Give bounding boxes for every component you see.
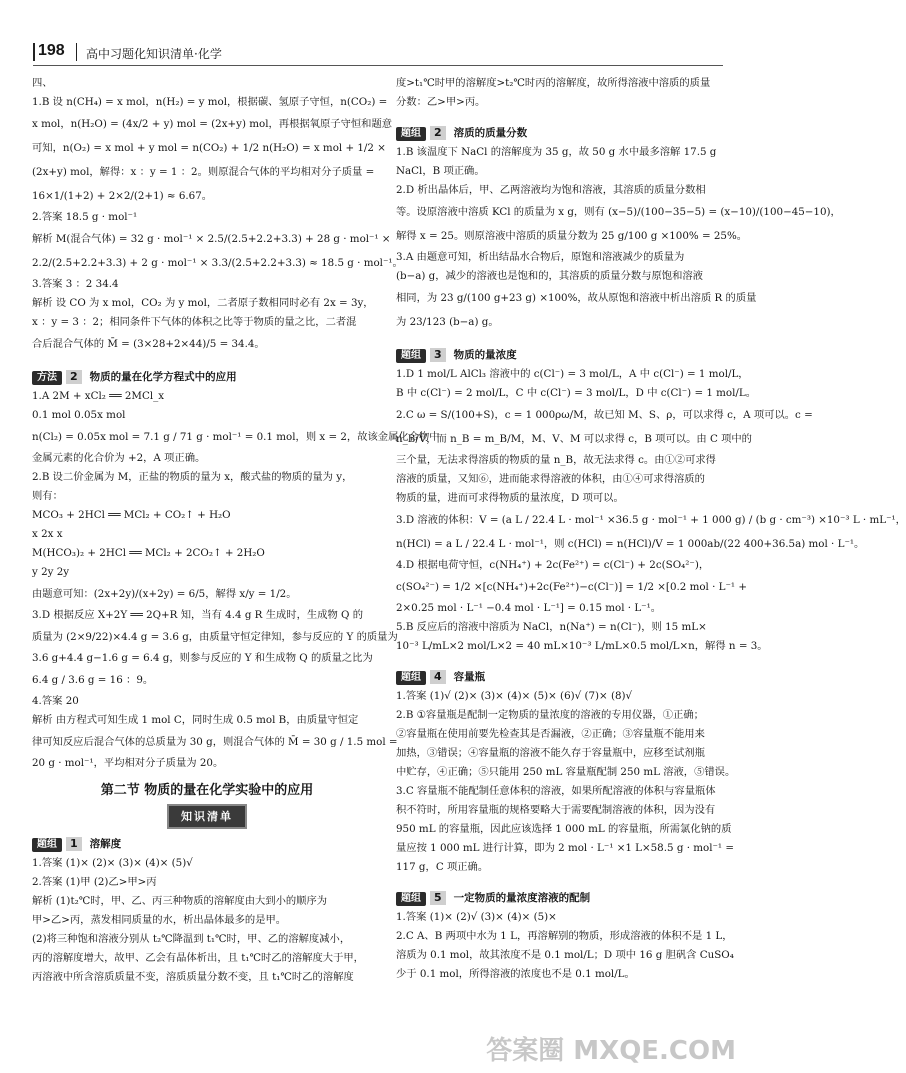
text-line: 由题意可知：(2x+2y)/(x+2y) = 6/5，解得 x/y = 1/2。 <box>32 588 297 600</box>
spacer <box>396 877 732 889</box>
text-line: x ：y = 3 ：2；相同条件下气体的体积之比等于物质的量之比，二者混 <box>32 316 357 328</box>
group-heading <box>396 346 732 365</box>
text-line: 溶质为 0.1 mol，故其浓度不是 0.1 mol/L；D 项中 16 g 胆矾含 CuSO₄ <box>396 949 734 961</box>
text-line: 16×1/(1+2) + 2×2/(2+1) ≈ 6.67。 <box>32 190 213 202</box>
text-line: 为 23/123 (b−a) g。 <box>396 316 499 328</box>
header-rule <box>33 65 723 66</box>
text-line: 解析 M(混合气体) = 32 g · mol⁻¹ × 2.5/(2.5+2.2+3.3) + 28 g · mol⁻¹ × <box>32 233 391 245</box>
header-divider <box>76 43 77 61</box>
text-line: 2.D 析出晶体后，甲、乙两溶液均为饱和溶液，其溶质的质量分数相 <box>396 184 706 196</box>
text-line: 6.4 g / 3.6 g = 16 ：9。 <box>32 674 154 686</box>
watermark-logo: 答案圈 MXQE.COM <box>486 1036 736 1066</box>
group-number: 4 <box>430 670 446 684</box>
text-line: 1.答案 (1)× (2)√ (3)× (4)× (5)× <box>396 911 557 923</box>
text-line: 2.答案 (1)甲 (2)乙>甲>丙 <box>32 876 157 888</box>
text-line: 1.答案 (1)√ (2)× (3)× (4)× (5)× (6)√ (7)× (8)√ <box>396 690 633 702</box>
text-line: M(HCO₃)₂ + 2HCl ══ MCl₂ + 2CO₂↑ + 2H₂O <box>32 547 265 559</box>
text-line: (2x+y) mol，解得：x ：y = 1 ：2。则原混合气体的平均相对分子质量 = <box>32 166 375 178</box>
group-title: 容量瓶 <box>453 671 486 683</box>
text-line: 中贮存，④正确；⑤只能用 250 mL 容量瓶配制 250 mL 溶液，⑤错误。 <box>396 766 736 778</box>
text-line: 950 mL 的容量瓶，因此应该选择 1 000 mL 的容量瓶，所需氯化钠的质 <box>396 823 732 835</box>
group-title: 物质的量浓度 <box>453 349 517 361</box>
text-line: 度>t₁℃时甲的溶解度>t₂℃时丙的溶解度，故所得溶液中溶质的质量 <box>396 77 711 89</box>
text-line: x 2x x <box>32 528 63 540</box>
group-number: 3 <box>430 348 446 362</box>
group-heading <box>32 835 382 854</box>
group-label: 题组 <box>396 127 426 141</box>
text-line: (2)将三种饱和溶液分别从 t₂℃降温到 t₁℃时，甲、乙的溶解度减小， <box>32 933 351 945</box>
text-line: 3.答案 3 ：2 34.4 <box>32 278 119 290</box>
text-line: 解析 设 CO 为 x mol，CO₂ 为 y mol，二者原子数相同时必有 2x = 3y， <box>32 297 374 309</box>
text-line: 4.D 根据电荷守恒，c(NH₄⁺) + 2c(Fe²⁺) = c(Cl⁻) + 2c(SO₄²⁻)， <box>396 559 710 571</box>
group-title: 溶质的质量分数 <box>453 127 528 139</box>
group-heading <box>396 124 732 143</box>
text-line: n(HCl) = a L / 22.4 L · mol⁻¹，则 c(HCl) = n(HCl)/V = 1 000ab/(22 400+36.5a) mol · L⁻¹。 <box>396 538 865 550</box>
text-line: 1.答案 (1)× (2)× (3)× (4)× (5)√ <box>32 857 193 869</box>
spacer <box>396 656 732 668</box>
text-line: 5.B 反应后的溶液中溶质为 NaCl，n(Na⁺) = n(Cl⁻)，则 15 mL× <box>396 621 707 633</box>
text-line: 1.B 该温度下 NaCl 的溶解度为 35 g，故 50 g 水中最多溶解 17.5 g <box>396 146 717 158</box>
right-column <box>396 74 906 984</box>
text-line: 甲>乙>丙，蒸发相同质量的水，析出晶体最多的是甲。 <box>32 914 287 926</box>
text-line: 20 g · mol⁻¹，平均相对分子质量为 20。 <box>32 757 224 769</box>
group-number: 5 <box>430 891 446 905</box>
knowledge-badge: 知识清单 <box>167 804 247 829</box>
text-line: 可知，n(O₂) = x mol + y mol = n(CO₂) + 1/2 n(H₂O) = x mol + 1/2 × <box>32 142 386 154</box>
method-number: 2 <box>66 370 82 384</box>
method-label: 方法 <box>32 371 62 385</box>
text-line: 2.B 设二价金属为 M，正盐的物质的量为 x，酸式盐的物质的量为 y， <box>32 471 353 483</box>
text-line: (b−a) g，减少的溶液也是饱和的，其溶质的质量分数与原饱和溶液 <box>396 270 703 282</box>
text-line: 10⁻³ L/mL×2 mol/L×2 = 40 mL×10⁻³ L/mL×0.5 mol/L×n，解得 n = 3。 <box>396 640 768 652</box>
text-line: 溶液的质量，又知⑥，进而能求得溶液的体积，由①④可求得溶质的 <box>396 473 705 485</box>
text-line: 3.A 由题意可知，析出结晶水合物后，原饱和溶液减少的质量为 <box>396 251 685 263</box>
text-line: ②容量瓶在使用前要先检查其是否漏液，②正确；③容量瓶不能用来 <box>396 728 705 740</box>
text-line: 加热，③错误；④容量瓶的溶液不能久存于容量瓶中，应移至试剂瓶 <box>396 747 705 759</box>
group-title: 一定物质的量浓度溶液的配制 <box>453 892 591 904</box>
group-label: 题组 <box>396 349 426 363</box>
text-line: 解得 x = 25。则原溶液中溶质的质量分数为 25 g/100 g ×100% = 25%。 <box>396 230 748 242</box>
group-heading <box>396 889 732 908</box>
page-number: 198 <box>38 42 65 59</box>
text-line: 四、 <box>32 77 53 89</box>
text-line: n_B/V，而 n_B = m_B/M，M、V、M 可以求得 c，B 项可以。由 C 项中的 <box>396 433 752 445</box>
text-line: 2.2/(2.5+2.2+3.3) + 2 g · mol⁻¹ × 3.3/(2.5+2.2+3.3) ≈ 18.5 g · mol⁻¹。 <box>32 257 403 269</box>
spacer <box>396 334 732 346</box>
text-line: MCO₃ + 2HCl ══ MCl₂ + CO₂↑ + H₂O <box>32 509 231 521</box>
text-line: 解析 由方程式可知生成 1 mol C，同时生成 0.5 mol B，由质量守恒定 <box>32 714 359 726</box>
text-line: B 中 c(Cl⁻) = 2 mol/L，C 中 c(Cl⁻) = 3 mol/L，D 中 c(Cl⁻) = 1 mol/L。 <box>396 387 757 399</box>
text-line: 分数：乙>甲>丙。 <box>396 96 486 108</box>
text-line: 1.B 设 n(CH₄) = x mol，n(H₂) = y mol，根据碳、氢原子守恒，n(CO₂) = <box>32 96 388 108</box>
text-line: 质量为 (2×9/22)×4.4 g = 3.6 g，由质量守恒定律知，参与反应的 Y 的质量为 <box>32 631 398 643</box>
method-heading <box>32 368 382 387</box>
text-line: 丙溶液中所含溶质质量不变，溶质质量分数不变，且 t₁℃时乙的溶解度 <box>32 971 354 983</box>
spacer <box>396 112 732 124</box>
text-line: 0.1 mol 0.05x mol <box>32 409 126 421</box>
text-line: y 2y 2y <box>32 566 70 578</box>
group-label: 题组 <box>32 838 62 852</box>
text-line: 2.C A、B 两项中水为 1 L，再溶解别的物质，形成溶液的体积不是 1 L， <box>396 930 733 942</box>
group-label: 题组 <box>396 671 426 685</box>
text-line: 2.C ω = S/(100+S)，c = 1 000ρω/M，故已知 M、S、ρ，可以求得 c，A 项可以。c = <box>396 409 813 421</box>
group-number: 2 <box>430 126 446 140</box>
chapter-title: 第二节 物质的量在化学实验中的应用 <box>100 783 314 798</box>
knowledge-badge-wrap <box>32 804 382 829</box>
text-line: 3.D 溶液的体积：V = (a L / 22.4 L · mol⁻¹ ×36.5 g · mol⁻¹ + 1 000 g) / (b g · cm⁻³) ×10⁻³ L · mL⁻¹， <box>396 514 906 526</box>
text-line: 量应按 1 000 mL 进行计算，即为 2 mol · L⁻¹ ×1 L×58.5 g · mol⁻¹ = <box>396 842 734 854</box>
text-line: 物质的量，进而可求得物质的量浓度，D 项可以。 <box>396 492 624 504</box>
text-line: 律可知反应后混合气体的总质量为 30 g，则混合气体的 M̄ = 30 g / 1.5 mol = <box>32 736 398 748</box>
group-label: 题组 <box>396 892 426 906</box>
text-line: 则有： <box>32 490 63 502</box>
text-line: c(SO₄²⁻) = 1/2 ×[c(NH₄⁺)+2c(Fe²⁺)−c(Cl⁻)] = 1/2 ×[0.2 mol · L⁻¹ + <box>396 581 747 593</box>
left-column <box>32 74 440 987</box>
text-line: 3.6 g+4.4 g−1.6 g = 6.4 g，则参与反应的 Y 和生成物 Q 的质量之比为 <box>32 652 373 664</box>
text-line: 解析 (1)t₂℃时，甲、乙、丙三种物质的溶解度由大到小的顺序为 <box>32 895 328 907</box>
text-line: 三个量，无法求得溶质的物质的量 n_B，故无法求得 c。由①②可求得 <box>396 454 716 466</box>
page-header <box>0 0 750 70</box>
text-line: 2×0.25 mol · L⁻¹ −0.4 mol · L⁻¹] = 0.15 mol · L⁻¹。 <box>396 602 662 614</box>
group-heading <box>396 668 732 687</box>
text-line: 1.A 2M + xCl₂ ══ 2MCl_x <box>32 390 165 402</box>
group-title: 溶解度 <box>89 838 122 850</box>
text-line: 积不符时，所用容量瓶的规格要略大于需要配制溶液的体积，因为没有 <box>396 804 716 816</box>
text-line: 117 g，C 项正确。 <box>396 861 489 873</box>
text-line: 2.B ①容量瓶是配制一定物质的量浓度的溶液的专用仪器，①正确； <box>396 709 704 721</box>
spacer <box>32 356 382 368</box>
group-number: 1 <box>66 837 82 851</box>
text-line: n(Cl₂) = 0.05x mol = 7.1 g / 71 g · mol⁻¹ = 0.1 mol，则 x = 2，故该金属化合物中 <box>32 431 440 443</box>
text-line: 丙的溶解度增大，故甲、乙会有晶体析出，且 t₁℃时乙的溶解度大于甲， <box>32 952 364 964</box>
text-line: x mol，n(H₂O) = (4x/2 + y) mol = (2x+y) mol，再根据氧原子守恒和题意 <box>32 118 393 130</box>
text-line: 4.答案 20 <box>32 695 79 707</box>
text-line: 2.答案 18.5 g · mol⁻¹ <box>32 211 138 223</box>
book-title: 高中习题化知识清单·化学 <box>86 47 222 61</box>
text-line: 等。设原溶液中溶质 KCl 的质量为 x g，则有 (x−5)/(100−35−5) = (x−10)/(100−45−10)， <box>396 206 841 218</box>
text-line: NaCl，B 项正确。 <box>396 165 485 177</box>
method-title: 物质的量在化学方程式中的应用 <box>89 371 237 383</box>
text-line: 合后混合气体的 M̄ = (3×28+2×44)/5 = 34.4。 <box>32 338 265 350</box>
text-line: 1.D 1 mol/L AlCl₃ 溶液中的 c(Cl⁻) = 3 mol/L，A 中 c(Cl⁻) = 1 mol/L， <box>396 368 749 380</box>
text-line: 3.D 根据反应 X+2Y ══ 2Q+R 知，当有 4.4 g R 生成时，生成物 Q 的 <box>32 609 364 621</box>
text-line: 3.C 容量瓶不能配制任意体积的溶液，如果所配溶液的体积与容量瓶体 <box>396 785 716 797</box>
text-line: 金属元素的化合价为 +2，A 项正确。 <box>32 452 206 464</box>
text-line: 少于 0.1 mol，所得溶液的浓度也不是 0.1 mol/L。 <box>396 968 635 980</box>
header-bar <box>33 43 35 61</box>
text-line: 相同，为 23 g/(100 g+23 g) ×100%，故从原饱和溶液中析出溶质 R 的质量 <box>396 292 757 304</box>
